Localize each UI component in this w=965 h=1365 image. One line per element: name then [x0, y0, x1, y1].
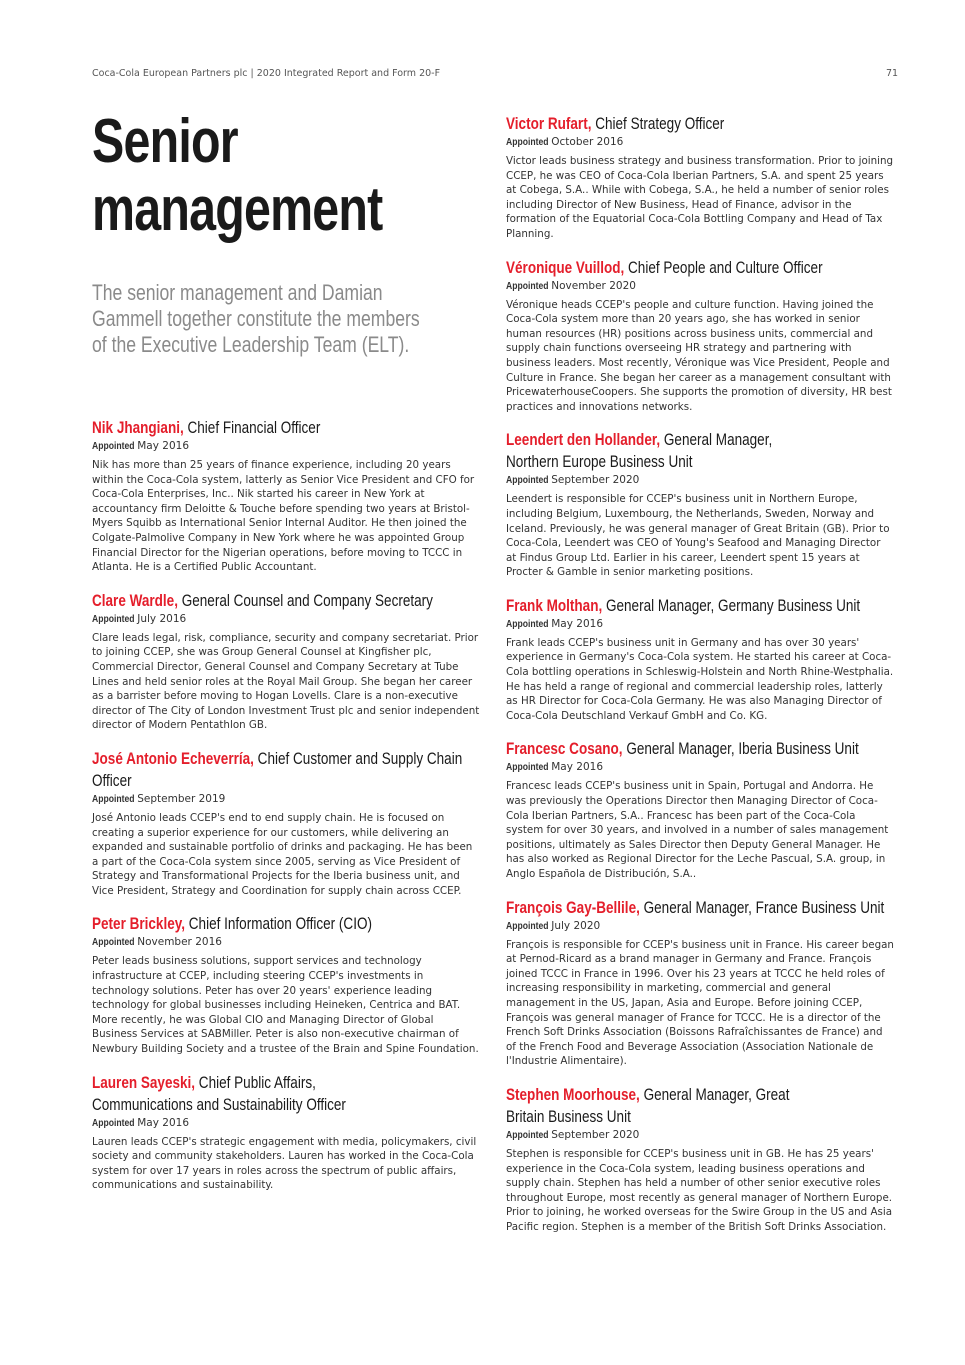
page-number: 71	[886, 68, 899, 79]
profile-role: General Manager, Great Britain Business Unit	[506, 1085, 790, 1126]
profile-role: Chief People and Culture Officer	[628, 258, 823, 277]
profile-appointed	[506, 473, 894, 487]
right-column	[506, 113, 894, 1250]
profile-heading	[92, 590, 480, 612]
profile-peter-brickley	[92, 913, 480, 1056]
appointed-date: July 2020	[551, 919, 601, 932]
profile-name: Véronique Vuillod,	[506, 258, 625, 277]
profile-name: Lauren Sayeski,	[92, 1073, 196, 1092]
left-column	[92, 417, 480, 1208]
appointed-label: Appointed	[92, 440, 135, 452]
profile-frank-molthan	[506, 595, 894, 724]
appointed-date: May 2016	[137, 1116, 190, 1129]
profile-heading	[92, 748, 480, 792]
profile-bio: José Antonio leads CCEP's end to end supply chain. He is focused on creating a superior experience for our customers, while delivering an expanded and sustainable portfolio of drinks and packaging. He has been a part of the Coca-Cola system since 2005, serving as Vice President of Strategy and Transformational Projects for the Iberia business unit, and Vice President, Strategy and Coordination for supply chain across CCEP.	[92, 811, 473, 897]
profile-role: Chief Public Affairs, Communications and Sustainability Officer	[92, 1073, 346, 1114]
profile-heading	[506, 595, 894, 617]
profile-heading	[506, 897, 894, 919]
profile-role: General Manager, France Business Unit	[643, 898, 885, 917]
profile-appointed	[92, 1116, 480, 1130]
appointed-label: Appointed	[92, 792, 135, 805]
profile-role: General Counsel and Company Secretary	[181, 591, 433, 610]
profile-francois-gay-bellile	[506, 897, 894, 1069]
profile-role: Chief Strategy Officer	[595, 115, 725, 133]
profile-leendert-den-hollander	[506, 429, 894, 580]
profile-bio: Lauren leads CCEP's strategic engagement with media, policymakers, civil society and community stakeholders. Lauren has worked in the Coca-Cola system for over 17 years in roles across the spectrum of public affairs, communications and sustainability.	[92, 1135, 477, 1192]
page-title-line-1: Senior	[92, 107, 238, 176]
profile-heading	[506, 429, 824, 473]
appointed-date: November 2020	[551, 279, 636, 292]
profile-heading	[506, 257, 894, 279]
appointed-date: September 2019	[137, 792, 226, 805]
profile-appointed	[92, 612, 480, 626]
profile-bio: Peter leads business solutions, support services and technology infrastructure at CCEP, including steering CCEP's investments in technology solutions. Peter has over 20 years' experience leading technology for global businesses including Heineken, Centrica and BAT. More recently, he was Global CIO and Managing Director of Global Business Services at SABMiller. Peter is also non-executive chairman of Newbury Building Society and a trustee of the Brain and Spine Foundation.	[92, 955, 479, 1056]
profile-role: Chief Customer and Supply Chain Officer	[92, 749, 463, 790]
appointed-label: Appointed	[506, 1128, 549, 1141]
profile-heading	[92, 1072, 410, 1116]
appointed-label: Appointed	[506, 279, 549, 292]
profile-name: Victor Rufart,	[506, 115, 592, 133]
profile-lauren-sayeski	[92, 1072, 480, 1193]
profile-appointed	[506, 617, 894, 631]
profile-bio: Leendert is responsible for CCEP's business unit in Northern Europe, including Belgium, Luxembourg, the Netherlands, Sweden, Norway and Iceland. Previously, he was general manager of Great Britain (GB). Prior to Coca-Cola, Leendert was CEO of Young's Seafood and Managing Director at Findus Group Ltd. Earlier in his career, Leendert spent 15 years at Procter & Gamble in senior marketing positions.	[506, 493, 890, 579]
appointed-label: Appointed	[506, 136, 549, 148]
profile-nik-jhangiani	[92, 417, 480, 575]
profile-appointed	[506, 1128, 894, 1142]
profile-name: Nik Jhangiani,	[92, 419, 184, 437]
profile-name: Leendert den Hollander,	[506, 431, 661, 450]
profile-name: François Gay-Bellile,	[506, 898, 640, 917]
profile-jose-antonio-echeverria	[92, 748, 480, 899]
profile-victor-rufart	[506, 113, 894, 242]
profile-bio: Nik has more than 25 years of finance experience, including 20 years within the Coca-Cola system, latterly as Senior Vice President and CFO for Coca-Cola Enterprises, Inc.. Nik started his career in New York at accountancy firm Deloitte & Touche before spending two years at Bristol-Myers Squibb as International Senior Internal Auditor. He then joined the Colgate-Palmolive Company in New York where he was appointed Group Financial Director for the Nigerian operations, before moving to TCCC in Atlanta. He is a Certified Public Accountant.	[92, 459, 475, 574]
appointed-date: September 2020	[551, 474, 640, 487]
profile-heading	[506, 738, 894, 760]
appointed-label: Appointed	[506, 919, 549, 932]
profile-appointed	[506, 760, 894, 774]
profile-heading	[92, 913, 480, 935]
appointed-date: September 2020	[551, 1128, 640, 1141]
profile-appointed	[92, 439, 480, 453]
appointed-date: May 2016	[137, 440, 190, 452]
profile-role: General Manager, Germany Business Unit	[605, 596, 861, 615]
profile-appointed	[506, 919, 894, 933]
page-title	[92, 108, 388, 244]
profile-appointed	[92, 792, 480, 806]
profile-francesc-cosano	[506, 738, 894, 881]
appointed-label: Appointed	[92, 1116, 135, 1129]
appointed-date: May 2016	[551, 761, 604, 774]
report-header: Coca-Cola European Partners plc | 2020 Integrated Report and Form 20-F	[92, 68, 441, 79]
profile-name: Stephen Moorhouse,	[506, 1085, 640, 1104]
profile-bio: Francesc leads CCEP's business unit in Spain, Portugal and Andorra. He was previously the Operations Director then Managing Director of Coca-Cola Iberian Partners, S.A.. Francesc has been part of the Coca-Cola system for over 30 years, and involved in a number of sales management positions, ultimately as Sales Director then Deputy General Manager. He has also worked as Regional Director for the Leche Pascual, S.A. group, in Anglo Española de Distribución, S.A..	[506, 780, 889, 880]
profile-bio: Clare leads legal, risk, compliance, security and company secretariat. Prior to joining CCEP, she was Group General Counsel at Kingfisher plc, Commercial Director, General Counsel and Company Secretary at Tube Lines and held senior roles at the Royal Mail Group. She began her career as a barrister before moving to Hogan Lovells. Clare is a non-executive director of The City of London Investment Trust plc and senior independent director of Modern Pentathlon GB.	[92, 631, 480, 732]
page-title-line-2: management	[92, 175, 383, 244]
profile-stephen-moorhouse	[506, 1084, 894, 1235]
profile-name: Clare Wardle,	[92, 591, 178, 610]
profile-bio: Frank leads CCEP's business unit in Germany and has over 30 years' experience in Germany's Coca-Cola system. He started his career at Coca-Cola bottling operations in Schleswig-Holstein and North Rhine-Westphalia. He has held a range of regional and commercial leadership roles, latterly as HR Director for Coca-Cola Germany. He was also Managing Director of Coca-Cola Deutschland Verkauf GmbH and Co. KG.	[506, 636, 894, 722]
profile-veronique-vuillod	[506, 257, 894, 415]
appointed-label: Appointed	[92, 936, 135, 949]
profile-name: Frank Molthan,	[506, 596, 603, 615]
profile-name: José Antonio Echeverría,	[92, 749, 254, 768]
appointed-label: Appointed	[506, 617, 549, 630]
profile-role: Chief Information Officer (CIO)	[188, 915, 373, 934]
appointed-date: October 2016	[551, 136, 624, 148]
profile-name: Francesc Cosano,	[506, 740, 623, 759]
appointed-label: Appointed	[506, 474, 549, 487]
profile-heading	[92, 417, 480, 439]
profile-appointed	[506, 279, 894, 293]
profile-role: General Manager, Northern Europe Business Unit	[506, 431, 773, 472]
profile-heading	[506, 113, 894, 135]
profile-appointed	[506, 135, 894, 149]
profile-role: General Manager, Iberia Business Unit	[626, 740, 859, 759]
appointed-label: Appointed	[92, 612, 135, 625]
profile-bio: Stephen is responsible for CCEP's business unit in GB. He has 25 years' experience in the Coca-Cola system, leading business operations and supply chain. Stephen has held a number of other senior executive roles throughout Europe, most recently as general manager of Northern Europe. Prior to joining, he worked overseas for the Swire Group in the US and Asia Pacific region. Stephen is a member of the British Soft Drinks Association.	[506, 1147, 893, 1233]
profile-name: Peter Brickley,	[92, 915, 186, 934]
profile-bio: Victor leads business strategy and business transformation. Prior to joining CCEP, he was CEO of Coca-Cola Iberian Partners, S.A. and spent 25 years at Cobega, S.A.. While with Cobega, S.A., he held a number of senior roles including Director of New Business, Head of Finance, advisor in the formation of the Equatorial Coca-Cola Bottling Company and Head of Tax Planning.	[506, 155, 894, 240]
intro-text: The senior management and Damian Gammell together constitute the members of the Executive Leadership Team (ELT).	[92, 280, 420, 357]
appointed-label: Appointed	[506, 761, 549, 774]
profile-bio: Véronique heads CCEP's people and culture function. Having joined the Coca-Cola system more than 20 years ago, she has worked in senior human resources (HR) positions across business units, commercial and supply chain functions overseeing HR strategy and partnering with business leaders. Most recently, Véronique was Vice President, People and Culture in France. She began her career as a management consultant with PricewaterhouseCoopers. She supports the promotion of diversity, HR best practices and innovations networks.	[506, 298, 892, 413]
profile-appointed	[92, 935, 480, 949]
appointed-date: May 2016	[551, 617, 604, 630]
profile-heading	[506, 1084, 824, 1128]
appointed-date: July 2016	[137, 612, 187, 625]
profile-clare-wardle	[92, 590, 480, 733]
profile-role: Chief Financial Officer	[187, 419, 321, 437]
profile-bio: François is responsible for CCEP's business unit in France. His career began at Pernod-Ricard as a brand manager in Germany and France. François joined TCCC in France in 1996. Over his 23 years at TCCC he held roles of increasing responsibility in marketing, commercial and general management in the US, Japan, Asia and Europe. Before joining CCEP, François was general manager of France for TCCC. He is a director of the French Soft Drinks Association (Boissons Rafraîchissantes de France) and of the French Food and Beverage Association (Association Nationale de l'Industrie Alimentaire).	[506, 938, 894, 1068]
appointed-date: November 2016	[137, 936, 222, 949]
